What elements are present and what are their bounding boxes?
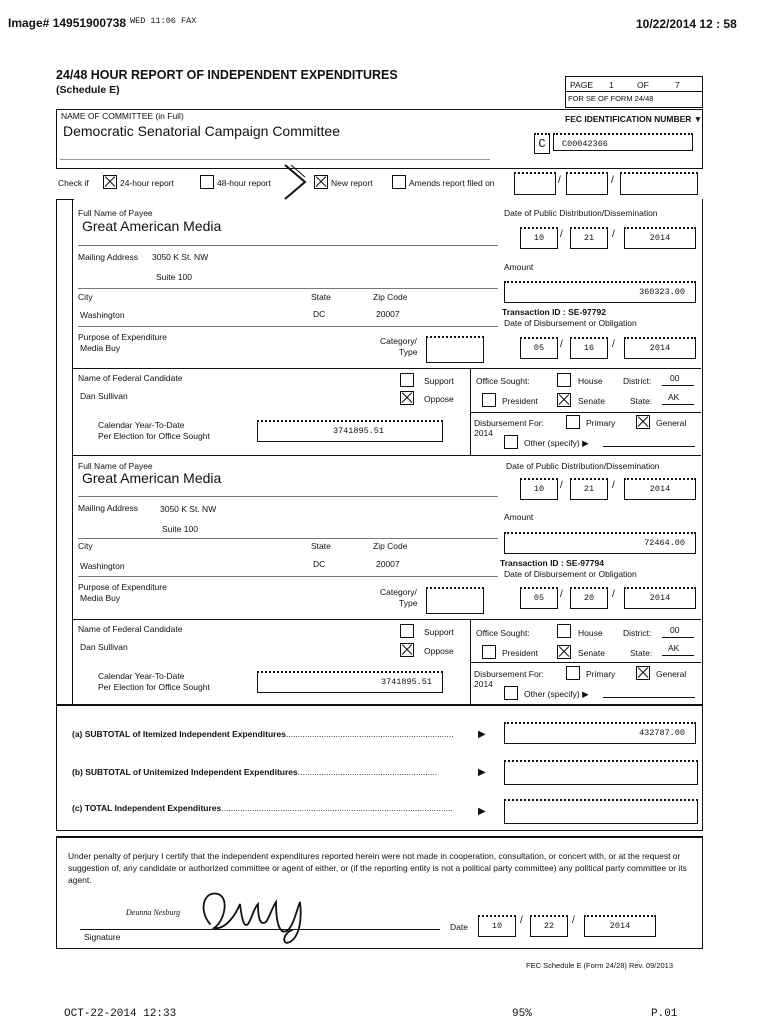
category-box[interactable] [426, 336, 484, 363]
oppose-checkbox[interactable] [400, 643, 414, 657]
form-title: 24/48 HOUR REPORT OF INDEPENDENT EXPENDITURES [56, 68, 398, 82]
24-hour-label: 24-hour report [120, 178, 174, 188]
date-slash: / [560, 480, 563, 491]
48-hour-checkbox[interactable] [200, 175, 214, 189]
address-line-2: Suite 100 [156, 272, 192, 282]
oppose-checkbox[interactable] [400, 391, 414, 405]
general-checkbox[interactable] [636, 666, 650, 680]
for-se-label: FOR SE OF FORM 24/48 [568, 94, 654, 103]
amount-label: Amount [504, 262, 534, 272]
state-sought-label: State: [630, 396, 653, 406]
fax-footer-quality: 95% [512, 1008, 532, 1020]
arrow-divider-icon [282, 163, 308, 201]
total-c-label: (c) TOTAL Independent Expenditures.................................................................................................. [72, 803, 453, 813]
fec-prefix: C [534, 133, 550, 154]
amount-label: Amount [504, 512, 534, 522]
fax-header-date: 10/22/2014 12 : 58 [636, 17, 737, 31]
new-report-checkbox[interactable] [314, 175, 328, 189]
signature-label: Signature [84, 932, 121, 942]
public-month: 10 [520, 227, 558, 249]
signature-mark [196, 884, 322, 948]
zip-value: 20007 [376, 559, 400, 569]
subtotal-a-text: (a) SUBTOTAL of Itemized Independent Expenditures [72, 729, 286, 739]
disb-day: 16 [570, 337, 608, 359]
disb-year: 2014 [624, 337, 696, 359]
house-checkbox[interactable] [557, 624, 571, 638]
purpose-value: Media Buy [80, 343, 121, 353]
public-day: 21 [570, 478, 608, 500]
amount-value: 360323.00 [504, 281, 696, 303]
state-value: DC [313, 559, 326, 569]
payee-label: Full Name of Payee [78, 208, 153, 218]
state-sought-label: State: [630, 648, 653, 658]
date-disbursement-label: Date of Disbursement or Obligation [504, 569, 637, 579]
transaction-id: Transaction ID : SE-97792 [502, 307, 606, 317]
amends-day-box[interactable] [566, 172, 608, 195]
fax-header-mid: WED 11:06 FAX [130, 16, 197, 26]
category-box[interactable] [426, 587, 484, 614]
senate-checkbox[interactable] [557, 645, 571, 659]
cert-day: 22 [530, 915, 568, 937]
amends-month-box[interactable] [514, 172, 556, 195]
other-label: Other (specify) ▶ [524, 689, 589, 699]
support-checkbox[interactable] [400, 373, 414, 387]
subtotal-b-value [504, 760, 698, 785]
disbursement-year: 2014 [474, 679, 493, 689]
president-label: President [502, 648, 538, 658]
date-slash: / [612, 339, 615, 350]
purpose-label: Purpose of Expenditure [78, 582, 167, 592]
house-label: House [578, 628, 603, 638]
other-label: Other (specify) ▶ [524, 438, 589, 448]
senate-label: Senate [578, 396, 605, 406]
date-slash: / [560, 589, 563, 600]
other-checkbox[interactable] [504, 435, 518, 449]
public-year: 2014 [624, 478, 696, 500]
subtotal-b-text: (b) SUBTOTAL of Unitemized Independent Expenditures [72, 767, 298, 777]
type-label: Type [399, 347, 418, 357]
date-slash: / [572, 915, 575, 926]
office-sought-label: Office Sought: [476, 628, 530, 638]
payee-name: Great American Media [82, 218, 222, 234]
fec-id-value: C00042366 [553, 133, 693, 151]
ytd-label-1: Calendar Year-To-Date [98, 671, 185, 681]
date-public-label: Date of Public Distribution/Dissemination [504, 208, 658, 218]
ytd-label-1: Calendar Year-To-Date [98, 420, 185, 430]
zip-label: Zip Code [373, 292, 408, 302]
of-label: OF [637, 80, 649, 90]
page-label: PAGE [570, 80, 593, 90]
district-value: 00 [670, 373, 680, 383]
date-slash: / [611, 175, 614, 186]
committee-name-label: NAME OF COMMITTEE (in Full) [61, 111, 184, 121]
candidate-label: Name of Federal Candidate [78, 373, 183, 383]
candidate-name: Dan Sullivan [80, 391, 128, 401]
city-value: Washington [80, 561, 125, 571]
general-label: General [656, 418, 687, 428]
ytd-value: 3741895.51 [257, 671, 443, 693]
purpose-label: Purpose of Expenditure [78, 332, 167, 342]
ytd-value: 3741895.51 [257, 420, 443, 442]
category-label: Category/ [380, 336, 417, 346]
ytd-label-2: Per Election for Office Sought [98, 682, 210, 692]
disb-day: 20 [570, 587, 608, 609]
48-hour-label: 48-hour report [217, 178, 271, 188]
24-hour-checkbox[interactable] [103, 175, 117, 189]
arrow-right-icon: ▶ [478, 729, 486, 740]
primary-checkbox[interactable] [566, 666, 580, 680]
date-slash: / [560, 339, 563, 350]
candidate-name: Dan Sullivan [80, 642, 128, 652]
date-disbursement-label: Date of Disbursement or Obligation [504, 318, 637, 328]
fax-footer-page: P.01 [651, 1008, 678, 1020]
fec-id-label: FEC IDENTIFICATION NUMBER ▼ [565, 114, 703, 124]
support-checkbox[interactable] [400, 624, 414, 638]
disb-month: 05 [520, 337, 558, 359]
subtotal-a-value: 432787.00 [504, 722, 696, 744]
mailing-address-label: Mailing Address [78, 252, 139, 262]
arrow-right-icon: ▶ [478, 806, 486, 817]
support-label: Support [424, 627, 454, 637]
ytd-label-2: Per Election for Office Sought [98, 431, 210, 441]
address-line-1: 3050 K St. NW [160, 504, 217, 514]
subtotal-b-label: (b) SUBTOTAL of Unitemized Independent Expenditures........................................................... [72, 767, 438, 777]
primary-checkbox[interactable] [566, 415, 580, 429]
check-if-label: Check if [58, 178, 89, 188]
primary-label: Primary [586, 418, 616, 428]
senate-label: Senate [578, 648, 605, 658]
type-label: Type [399, 598, 418, 608]
subtotal-a-label: (a) SUBTOTAL of Itemized Independent Expenditures....................................................................... [72, 729, 454, 739]
president-checkbox[interactable] [482, 393, 496, 407]
page-number: 1 [609, 80, 614, 90]
form-footer-label: FEC Schedule E (Form 24/28) Rev. 09/2013 [526, 961, 674, 970]
disbursement-for-label: Disbursement For: [474, 669, 544, 679]
address-line-1: 3050 K St. NW [152, 252, 209, 262]
total-c-text: (c) TOTAL Independent Expenditures [72, 803, 222, 813]
support-label: Support [424, 376, 454, 386]
signer-name: Deunna Nesburg [126, 908, 181, 917]
payee-name: Great American Media [82, 470, 222, 486]
office-sought-label: Office Sought: [476, 376, 530, 386]
schedule-label: (Schedule E) [56, 84, 120, 96]
public-year: 2014 [624, 227, 696, 249]
date-slash: / [612, 229, 615, 240]
date-public-label: Date of Public Distribution/Dissemination [506, 461, 660, 471]
state-label: State [311, 541, 331, 551]
image-id: Image# 14951900738 [8, 16, 127, 30]
city-label: City [78, 541, 93, 551]
president-checkbox[interactable] [482, 645, 496, 659]
date-slash: / [520, 915, 523, 926]
committee-name: Democratic Senatorial Campaign Committee [63, 123, 340, 139]
general-label: General [656, 669, 687, 679]
disbursement-for-label: Disbursement For: [474, 418, 544, 428]
category-label: Category/ [380, 587, 417, 597]
public-day: 21 [570, 227, 608, 249]
state-sought-value: AK [668, 643, 680, 653]
address-line-2: Suite 100 [162, 524, 198, 534]
amends-label: Amends report filed on [409, 178, 495, 188]
cert-year: 2014 [584, 915, 656, 937]
purpose-value: Media Buy [80, 593, 121, 603]
disbursement-year: 2014 [474, 428, 493, 438]
city-label: City [78, 292, 93, 302]
date-slash: / [560, 229, 563, 240]
transaction-id: Transaction ID : SE-97794 [500, 558, 604, 568]
date-slash: / [612, 480, 615, 491]
total-c-value [504, 799, 698, 824]
zip-label: Zip Code [373, 541, 408, 551]
senate-checkbox[interactable] [557, 393, 571, 407]
state-label: State [311, 292, 331, 302]
other-checkbox[interactable] [504, 686, 518, 700]
amends-year-box[interactable] [620, 172, 698, 195]
arrow-right-icon: ▶ [478, 767, 486, 778]
fax-footer-date: OCT-22-2014 12:33 [64, 1008, 177, 1020]
house-checkbox[interactable] [557, 373, 571, 387]
date-label: Date [450, 922, 468, 932]
oppose-label: Oppose [424, 394, 454, 404]
district-label: District: [623, 376, 652, 386]
president-label: President [502, 396, 538, 406]
state-sought-value: AK [668, 392, 680, 402]
mailing-address-label: Mailing Address [78, 503, 139, 513]
state-value: DC [313, 309, 326, 319]
candidate-label: Name of Federal Candidate [78, 624, 183, 634]
public-month: 10 [520, 478, 558, 500]
primary-label: Primary [586, 669, 616, 679]
zip-value: 20007 [376, 309, 400, 319]
amends-checkbox[interactable] [392, 175, 406, 189]
oppose-label: Oppose [424, 646, 454, 656]
new-report-label: New report [331, 178, 373, 188]
date-slash: / [558, 175, 561, 186]
disb-year: 2014 [624, 587, 696, 609]
date-slash: / [612, 589, 615, 600]
amount-value: 72464.00 [504, 532, 696, 554]
page-total: 7 [675, 80, 680, 90]
disb-month: 05 [520, 587, 558, 609]
district-value: 00 [670, 625, 680, 635]
house-label: House [578, 376, 603, 386]
payee-label: Full Name of Payee [78, 461, 153, 471]
district-label: District: [623, 628, 652, 638]
cert-month: 10 [478, 915, 516, 937]
city-value: Washington [80, 310, 125, 320]
general-checkbox[interactable] [636, 415, 650, 429]
certification-text: Under penalty of perjury I certify that the independent expenditures reported herein were not made in cooperation, consultation, or concert with, or at the request or suggestion of, any candidate or authorized committee or agent of either, or (if the reporting entity is not a political party committee) any political party committee or its agent. [68, 851, 687, 885]
